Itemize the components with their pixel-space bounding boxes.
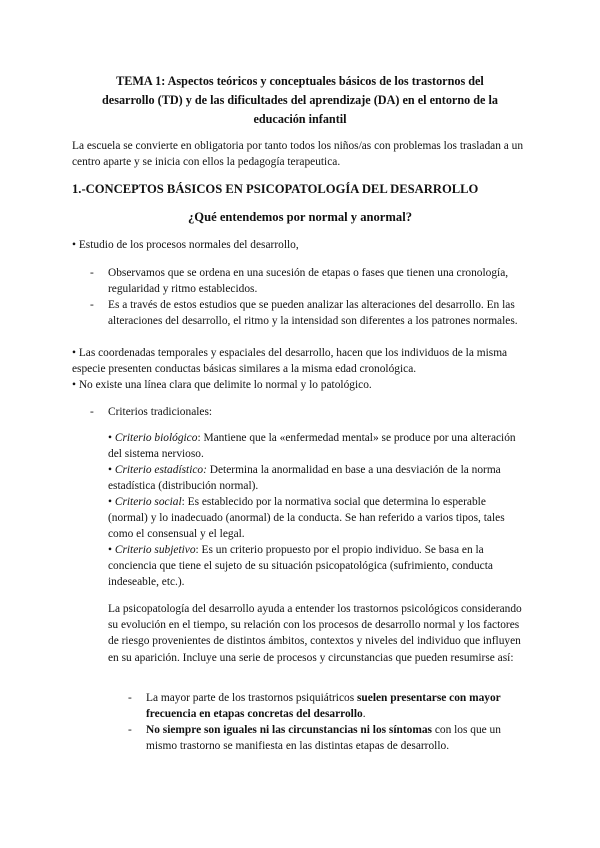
criterion-text: : Es establecido por la normativa social que determina lo esperable (normal) y lo inadecuado (anormal) de la conducta. Se han referido a varios tipos, tales como el consensual y el legal. bbox=[108, 496, 505, 541]
criterion-estadistico: • Criterio estadístico: Determina la anormalidad en base a una desviación de la norma estadística (distribución normal). bbox=[108, 464, 501, 493]
dash-item-1: Observamos que se ordena en una sucesión de etapas o fases que tienen una cronología, regularidad y ritmo establecidos. bbox=[108, 267, 509, 296]
item-text: . bbox=[362, 708, 366, 721]
psicopatologia-paragraph: La psicopatología del desarrollo ayuda a entender los trastornos psicológicos considerando su evolución en el tiempo, su relación con los procesos de desarrollo normal y los factores de riesgo provenientes de distintos ámbitos, contextos y niveles del individuo que influyen en su aparición. Incluye una serie de procesos y circunstancias que pueden resumirse así: bbox=[108, 603, 522, 664]
bullet-coordenadas: • Las coordenadas temporales y espaciales del desarrollo, hacen que los individuos de la misma especie presenten conductas básicas similares a la misma edad cronológica. bbox=[72, 347, 508, 376]
criterion-text: Determina la anormalidad en base a una desviación de la norma estadística (distribución normal). bbox=[108, 464, 501, 493]
criterion-subjetivo: • Criterio subjetivo: Es un criterio propuesto por el propio individuo. Se basa en la conciencia que tiene el sujeto de su situación psicopatológica (sufrimiento, conducta indeseable, etc.). bbox=[108, 544, 493, 589]
title-line-1: TEMA 1: Aspectos teóricos y conceptuales básicos de los trastornos del bbox=[116, 74, 484, 88]
title-line-3: educación infantil bbox=[253, 112, 347, 126]
section-heading: 1.-CONCEPTOS BÁSICOS EN PSICOPATOLOGÍA DEL DESARROLLO bbox=[72, 182, 479, 196]
dash-item-2: Es a través de estos estudios que se pueden analizar las alteraciones del desarrollo. En las alteraciones del desarrollo, el ritmo y la intensidad son diferentes a los patrones normales. bbox=[108, 299, 518, 328]
criterion-social: • Criterio social: Es establecido por la normativa social que determina lo esperable (normal) y lo inadecuado (anormal) de la conducta. Se han referido a varios tipos, tales como el consensual y el legal. bbox=[108, 496, 505, 541]
item-text: La mayor parte de los trastornos psiquiátricos bbox=[146, 692, 357, 704]
final-item-2 bbox=[146, 722, 530, 754]
bullet-estudio: • Estudio de los procesos normales del desarrollo, bbox=[72, 239, 299, 251]
item-bold: No siempre son iguales ni las circunstancias ni los síntomas bbox=[146, 724, 432, 736]
criterion-name: Criterio biológico bbox=[114, 432, 198, 444]
section-subheading: ¿Qué entendemos por normal y anormal? bbox=[187, 210, 412, 224]
dash-marker: - bbox=[90, 267, 94, 279]
criterion-name: Criterio estadístico: bbox=[114, 464, 207, 476]
criterion-name: Criterio subjetivo bbox=[114, 544, 196, 556]
dash-marker: - bbox=[90, 406, 94, 418]
title-line-2: desarrollo (TD) y de las dificultades del aprendizaje (DA) en el entorno de la bbox=[102, 93, 498, 107]
criteria-label: Criterios tradicionales: bbox=[108, 406, 213, 418]
criterion-biologico: • Criterio biológico: Mantiene que la «enfermedad mental» se produce por una alteración del sistema nervioso. bbox=[108, 432, 516, 461]
item-bold: suelen presentarse con mayor frecuencia en etapas concretas del desarrollo bbox=[146, 692, 501, 721]
item-text: con los que un mismo trastorno se manifiesta en las distintas etapas de desarrollo. bbox=[146, 724, 501, 753]
final-item-1 bbox=[146, 690, 530, 722]
bullet-linea: • No existe una línea clara que delimite lo normal y lo patológico. bbox=[72, 379, 372, 391]
criterion-name: Criterio social bbox=[114, 496, 182, 508]
dash-marker: - bbox=[90, 299, 94, 311]
intro-paragraph: La escuela se convierte en obligatoria por tanto todos los niños/as con problemas los trasladan a un centro aparte y se inicia con ellos la pedagogía terapeutica. bbox=[72, 140, 524, 169]
criterion-text: : Es un criterio propuesto por el propio individuo. Se basa en la conciencia que tiene el sujeto de su situación psicopatológica (sufrimiento, conducta indeseable, etc.). bbox=[108, 544, 493, 589]
document-title bbox=[80, 72, 520, 129]
dash-marker: - bbox=[128, 692, 132, 704]
dash-marker: - bbox=[128, 724, 132, 736]
criterion-text: : Mantiene que la «enfermedad mental» se produce por una alteración del sistema nervioso. bbox=[108, 432, 516, 461]
